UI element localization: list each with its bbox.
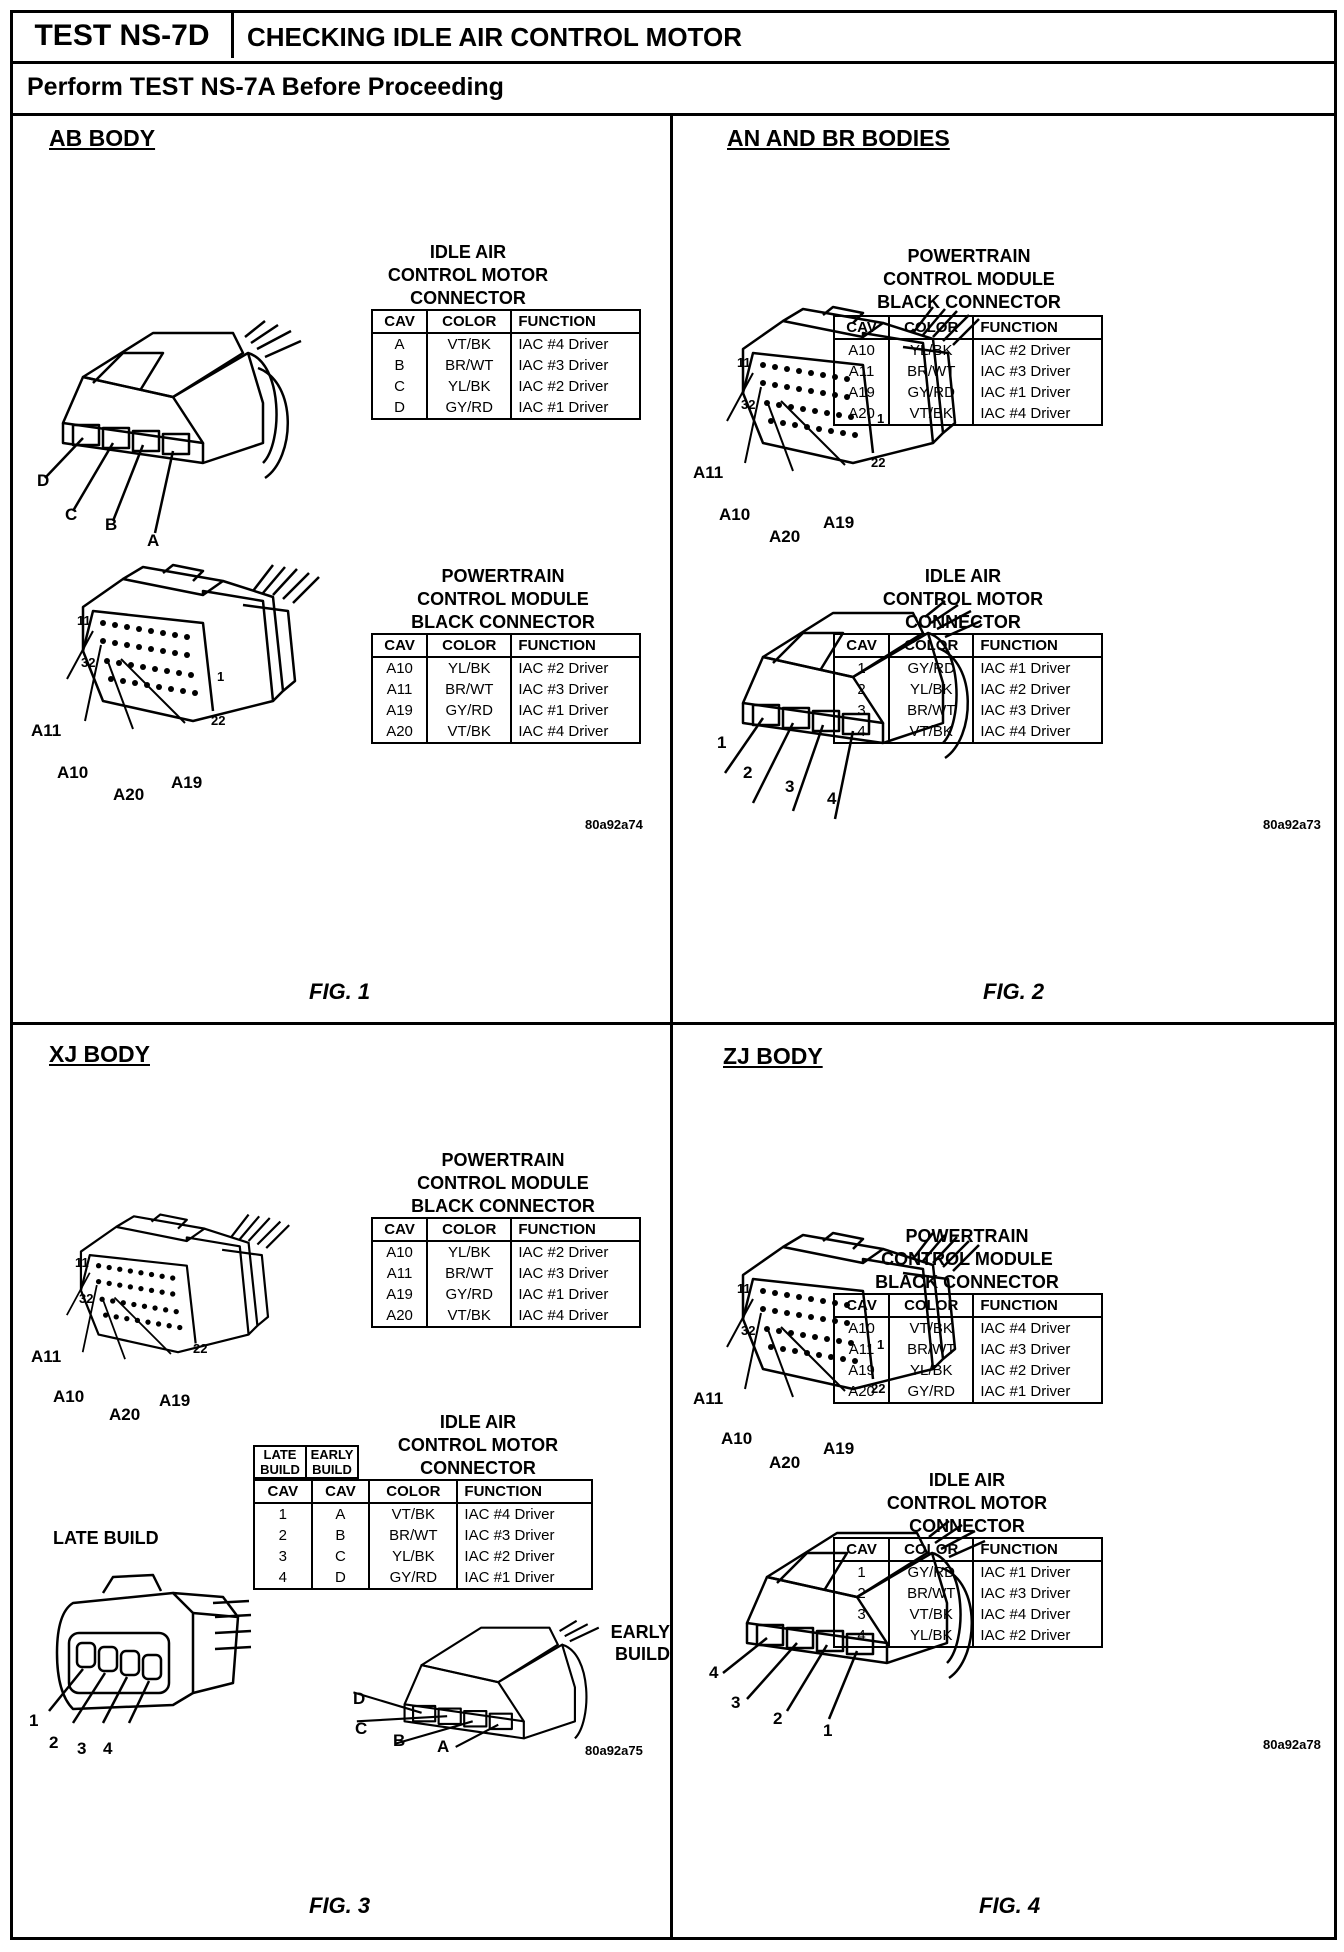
cav-early: B	[312, 1525, 370, 1546]
function: IAC #4 Driver	[973, 721, 1102, 743]
table-row	[372, 1241, 640, 1263]
pcm-connector-32pin-drawing	[63, 561, 323, 731]
function: IAC #2 Driver	[511, 657, 640, 679]
cav: A10	[372, 1241, 427, 1263]
cav: B	[372, 355, 427, 376]
function: IAC #1 Driver	[511, 397, 640, 419]
table-row	[834, 721, 1102, 743]
function: IAC #1 Driver	[973, 1561, 1102, 1583]
pin-num: 22	[193, 1341, 208, 1356]
color: YL/BK	[889, 679, 973, 700]
table-row	[372, 1263, 640, 1284]
color: BR/WT	[889, 700, 973, 721]
table-row	[834, 339, 1102, 361]
pcm-table	[833, 1293, 1103, 1404]
cav: C	[372, 376, 427, 397]
table-row	[834, 382, 1102, 403]
table-row	[834, 361, 1102, 382]
iac-label-b: B	[105, 515, 118, 534]
table-row	[372, 355, 640, 376]
pcm-label-a11: A11	[693, 1389, 724, 1408]
pcm-label-a10: A10	[53, 1387, 85, 1406]
figure-ref: 80a92a78	[1263, 1737, 1321, 1752]
iac-table	[371, 309, 641, 420]
function: IAC #2 Driver	[973, 1360, 1102, 1381]
col-cav: CAV	[834, 1294, 889, 1317]
cav-late: 2	[254, 1525, 312, 1546]
late-label-4: 4	[103, 1739, 113, 1758]
iac-label-a: A	[147, 531, 160, 550]
panel-title: XJ BODY	[49, 1041, 150, 1067]
pcm-label-a10: A10	[721, 1429, 753, 1448]
col-cav: CAV	[372, 310, 427, 333]
color: BR/WT	[369, 1525, 457, 1546]
col-function: FUNCTION	[973, 1538, 1102, 1561]
table-row	[372, 679, 640, 700]
function: IAC #3 Driver	[973, 1583, 1102, 1604]
early-label-c: C	[355, 1719, 368, 1738]
color: GY/RD	[889, 1381, 973, 1403]
cav: A19	[372, 1284, 427, 1305]
color: BR/WT	[889, 361, 973, 382]
cav: A20	[372, 721, 427, 743]
pcm-label-a20: A20	[769, 1453, 801, 1472]
iac-table-title: IDLE AIR CONTROL MOTOR CONNECTOR	[397, 1412, 559, 1478]
iac-label-2: 2	[773, 1709, 783, 1728]
pin-num: 32	[741, 1323, 756, 1338]
table-row	[254, 1503, 592, 1525]
color: YL/BK	[427, 1241, 511, 1263]
color: VT/BK	[427, 721, 511, 743]
pin-num: 32	[81, 655, 96, 670]
cav: A20	[372, 1305, 427, 1327]
pin-num: 1	[877, 1337, 885, 1352]
late-build-header: LATE BUILD	[253, 1445, 307, 1479]
figure-ref: 80a92a73	[1263, 817, 1321, 832]
cav-late: 3	[254, 1546, 312, 1567]
function: IAC #1 Driver	[973, 657, 1102, 679]
table-row	[834, 700, 1102, 721]
col-cav: CAV	[372, 634, 427, 657]
table-row	[834, 1561, 1102, 1583]
table-row	[834, 403, 1102, 425]
table-row	[372, 700, 640, 721]
early-label-d: D	[353, 1689, 366, 1708]
late-build-label: LATE BUILD	[53, 1528, 159, 1548]
cav-late: 1	[254, 1503, 312, 1525]
function: IAC #2 Driver	[511, 1241, 640, 1263]
col-cav: CAV	[834, 316, 889, 339]
iac-label-4: 4	[709, 1663, 719, 1682]
iac-table-title: IDLE AIR CONTROL MOTOR CONNECTOR	[886, 1470, 1048, 1536]
color: GY/RD	[889, 657, 973, 679]
late-label-2: 2	[49, 1733, 59, 1752]
cav: A10	[372, 657, 427, 679]
col-color: COLOR	[889, 1294, 973, 1317]
col-color: COLOR	[889, 1538, 973, 1561]
col-function: FUNCTION	[973, 316, 1102, 339]
function: IAC #1 Driver	[973, 382, 1102, 403]
function: IAC #4 Driver	[511, 333, 640, 355]
function: IAC #1 Driver	[973, 1381, 1102, 1403]
pcm-label-a20: A20	[769, 527, 801, 546]
table-row	[372, 397, 640, 419]
function: IAC #4 Driver	[457, 1503, 592, 1525]
panel-an-br-bodies	[673, 113, 1334, 1025]
function: IAC #2 Driver	[973, 339, 1102, 361]
panel-zj-body	[673, 1025, 1334, 1937]
pin-num: 32	[79, 1291, 94, 1306]
early-label-b: B	[393, 1731, 406, 1750]
pin-num: 11	[737, 1281, 751, 1296]
panel-ab-body	[13, 113, 673, 1025]
color: BR/WT	[427, 355, 511, 376]
function: IAC #2 Driver	[973, 679, 1102, 700]
pin-num: 11	[737, 355, 751, 370]
table-row	[372, 1305, 640, 1327]
iac-table	[253, 1479, 593, 1590]
col-color: COLOR	[427, 1218, 511, 1241]
panel-title: AN AND BR BODIES	[727, 125, 950, 151]
pin-num: 32	[741, 397, 756, 412]
cav: A20	[834, 403, 889, 425]
figure-caption: FIG. 1	[309, 979, 371, 1004]
table-row	[834, 1625, 1102, 1647]
function: IAC #1 Driver	[511, 1284, 640, 1305]
prereq-row	[13, 61, 1334, 116]
iac-label-1: 1	[823, 1721, 833, 1740]
pcm-label-a19: A19	[159, 1391, 191, 1410]
cav: 3	[834, 1604, 889, 1625]
late-label-3: 3	[77, 1739, 87, 1758]
function: IAC #3 Driver	[511, 1263, 640, 1284]
function: IAC #4 Driver	[973, 1317, 1102, 1339]
pcm-table-title: POWERTRAIN CONTROL MODULE BLACK CONNECTOR	[875, 1226, 1059, 1292]
iac-connector-late-build-drawing	[43, 1573, 253, 1723]
table-row	[834, 1360, 1102, 1381]
color: VT/BK	[889, 1604, 973, 1625]
col-cav-late: CAV	[254, 1480, 312, 1503]
pcm-table-title: POWERTRAIN CONTROL MODULE BLACK CONNECTOR	[411, 566, 595, 632]
col-cav: CAV	[834, 1538, 889, 1561]
pcm-label-a19: A19	[171, 773, 203, 792]
table-row	[372, 1284, 640, 1305]
cav-late: 4	[254, 1567, 312, 1589]
function: IAC #3 Driver	[457, 1525, 592, 1546]
panel-title: AB BODY	[49, 125, 156, 151]
pin-num: 11	[77, 613, 91, 628]
color: GY/RD	[369, 1567, 457, 1589]
table-row	[372, 657, 640, 679]
function: IAC #1 Driver	[511, 700, 640, 721]
pcm-table-title: POWERTRAIN CONTROL MODULE BLACK CONNECTOR	[411, 1150, 595, 1216]
pin-num: 11	[75, 1255, 89, 1270]
pcm-label-a11: A11	[31, 721, 62, 740]
cav: A11	[834, 361, 889, 382]
color: YL/BK	[889, 1625, 973, 1647]
table-row	[834, 1339, 1102, 1360]
early-label-a: A	[437, 1737, 450, 1756]
iac-label-d: D	[37, 471, 50, 490]
col-function: FUNCTION	[511, 634, 640, 657]
col-color: COLOR	[889, 634, 973, 657]
panel-xj-body	[13, 1025, 673, 1937]
pcm-table-title: POWERTRAIN CONTROL MODULE BLACK CONNECTOR	[877, 246, 1061, 312]
color: YL/BK	[369, 1546, 457, 1567]
function: IAC #1 Driver	[457, 1567, 592, 1589]
function: IAC #2 Driver	[511, 376, 640, 397]
function: IAC #4 Driver	[511, 721, 640, 743]
pcm-label-a10: A10	[57, 763, 89, 782]
iac-table	[833, 1537, 1103, 1648]
color: GY/RD	[427, 1284, 511, 1305]
col-function: FUNCTION	[973, 1294, 1102, 1317]
color: GY/RD	[427, 700, 511, 721]
color: GY/RD	[427, 397, 511, 419]
cav: 4	[834, 1625, 889, 1647]
pin-num: 1	[217, 669, 225, 684]
function: IAC #3 Driver	[973, 361, 1102, 382]
figure-ref: 80a92a75	[585, 1743, 643, 1758]
cav: 4	[834, 721, 889, 743]
table-row	[834, 1583, 1102, 1604]
table-row	[834, 1381, 1102, 1403]
panel-title: ZJ BODY	[723, 1043, 823, 1069]
pcm-table	[371, 1217, 641, 1328]
col-cav-early: CAV	[312, 1480, 370, 1503]
cav: 1	[834, 657, 889, 679]
function: IAC #4 Driver	[973, 403, 1102, 425]
iac-label-3: 3	[785, 777, 795, 796]
cav: A11	[834, 1339, 889, 1360]
pcm-table	[371, 633, 641, 744]
table-row	[254, 1567, 592, 1589]
col-color: COLOR	[427, 634, 511, 657]
function: IAC #2 Driver	[973, 1625, 1102, 1647]
function: IAC #4 Driver	[511, 1305, 640, 1327]
color: VT/BK	[889, 721, 973, 743]
cav: A	[372, 333, 427, 355]
table-row	[372, 376, 640, 397]
pcm-table	[833, 315, 1103, 426]
color: YL/BK	[889, 339, 973, 361]
iac-connector-4pin-drawing	[379, 1619, 609, 1747]
cav: 1	[834, 1561, 889, 1583]
col-function: FUNCTION	[511, 310, 640, 333]
cav: A11	[372, 1263, 427, 1284]
col-cav: CAV	[372, 1218, 427, 1241]
color: BR/WT	[427, 679, 511, 700]
pcm-connector-32pin-drawing	[63, 1211, 293, 1361]
iac-table	[833, 633, 1103, 744]
cav: A10	[834, 339, 889, 361]
function: IAC #3 Driver	[973, 1339, 1102, 1360]
test-id: TEST NS-7D	[13, 13, 234, 58]
color: YL/BK	[889, 1360, 973, 1381]
col-color: COLOR	[427, 310, 511, 333]
function: IAC #2 Driver	[457, 1546, 592, 1567]
pin-num: 22	[211, 713, 226, 728]
figure-caption: FIG. 4	[979, 1893, 1041, 1918]
iac-table-title: IDLE AIR CONTROL MOTOR CONNECTOR	[387, 242, 549, 308]
prereq-note: Perform TEST NS-7A Before Proceeding	[27, 73, 504, 101]
cav: 2	[834, 1583, 889, 1604]
col-color: COLOR	[889, 316, 973, 339]
col-function: FUNCTION	[511, 1218, 640, 1241]
late-label-1: 1	[29, 1711, 39, 1730]
pin-num: 22	[871, 1381, 886, 1396]
color: BR/WT	[889, 1339, 973, 1360]
col-function: FUNCTION	[973, 634, 1102, 657]
function: IAC #3 Driver	[511, 679, 640, 700]
figure-caption: FIG. 2	[983, 979, 1045, 1004]
header-row	[13, 13, 1334, 64]
iac-label-c: C	[65, 505, 78, 524]
cav: 2	[834, 679, 889, 700]
color: BR/WT	[427, 1263, 511, 1284]
cav-early: A	[312, 1503, 370, 1525]
table-row	[254, 1546, 592, 1567]
col-color: COLOR	[369, 1480, 457, 1503]
function: IAC #4 Driver	[973, 1604, 1102, 1625]
pcm-label-a19: A19	[823, 513, 855, 532]
pin-num: 1	[877, 411, 885, 426]
test-title: CHECKING IDLE AIR CONTROL MOTOR	[247, 22, 742, 52]
function: IAC #3 Driver	[973, 700, 1102, 721]
table-row	[834, 657, 1102, 679]
pin-num: 22	[871, 455, 886, 470]
table-row	[372, 333, 640, 355]
pcm-label-a11: A11	[693, 463, 724, 482]
cav: A19	[834, 382, 889, 403]
cav: A20	[834, 1381, 889, 1403]
color: VT/BK	[889, 1317, 973, 1339]
early-build-header: EARLY BUILD	[305, 1445, 359, 1479]
color: GY/RD	[889, 382, 973, 403]
color: VT/BK	[369, 1503, 457, 1525]
early-build-label: EARLY BUILD	[610, 1622, 670, 1664]
cav: A10	[834, 1317, 889, 1339]
color: VT/BK	[427, 1305, 511, 1327]
figure-ref: 80a92a74	[585, 817, 643, 832]
table-row	[372, 721, 640, 743]
pcm-label-a10: A10	[719, 505, 751, 524]
iac-label-4: 4	[827, 789, 837, 808]
color: VT/BK	[427, 333, 511, 355]
cav: 3	[834, 700, 889, 721]
col-function: FUNCTION	[457, 1480, 592, 1503]
cav-early: D	[312, 1567, 370, 1589]
iac-label-2: 2	[743, 763, 753, 782]
table-row	[254, 1525, 592, 1546]
color: YL/BK	[427, 657, 511, 679]
cav: A11	[372, 679, 427, 700]
table-row	[834, 679, 1102, 700]
color: YL/BK	[427, 376, 511, 397]
cav: A19	[372, 700, 427, 721]
cav: D	[372, 397, 427, 419]
cav: A19	[834, 1360, 889, 1381]
figure-caption: FIG. 3	[309, 1893, 371, 1918]
col-cav: CAV	[834, 634, 889, 657]
pcm-label-a11: A11	[31, 1347, 62, 1366]
cav-early: C	[312, 1546, 370, 1567]
iac-label-1: 1	[717, 733, 727, 752]
table-row	[834, 1604, 1102, 1625]
function: IAC #3 Driver	[511, 355, 640, 376]
pcm-label-a20: A20	[113, 785, 145, 804]
color: VT/BK	[889, 403, 973, 425]
color: GY/RD	[889, 1561, 973, 1583]
pcm-label-a19: A19	[823, 1439, 855, 1458]
pcm-label-a20: A20	[109, 1405, 141, 1424]
iac-table-title: IDLE AIR CONTROL MOTOR CONNECTOR	[882, 566, 1044, 632]
color: BR/WT	[889, 1583, 973, 1604]
diagram-frame	[10, 10, 1337, 1940]
iac-label-3: 3	[731, 1693, 741, 1712]
table-row	[834, 1317, 1102, 1339]
